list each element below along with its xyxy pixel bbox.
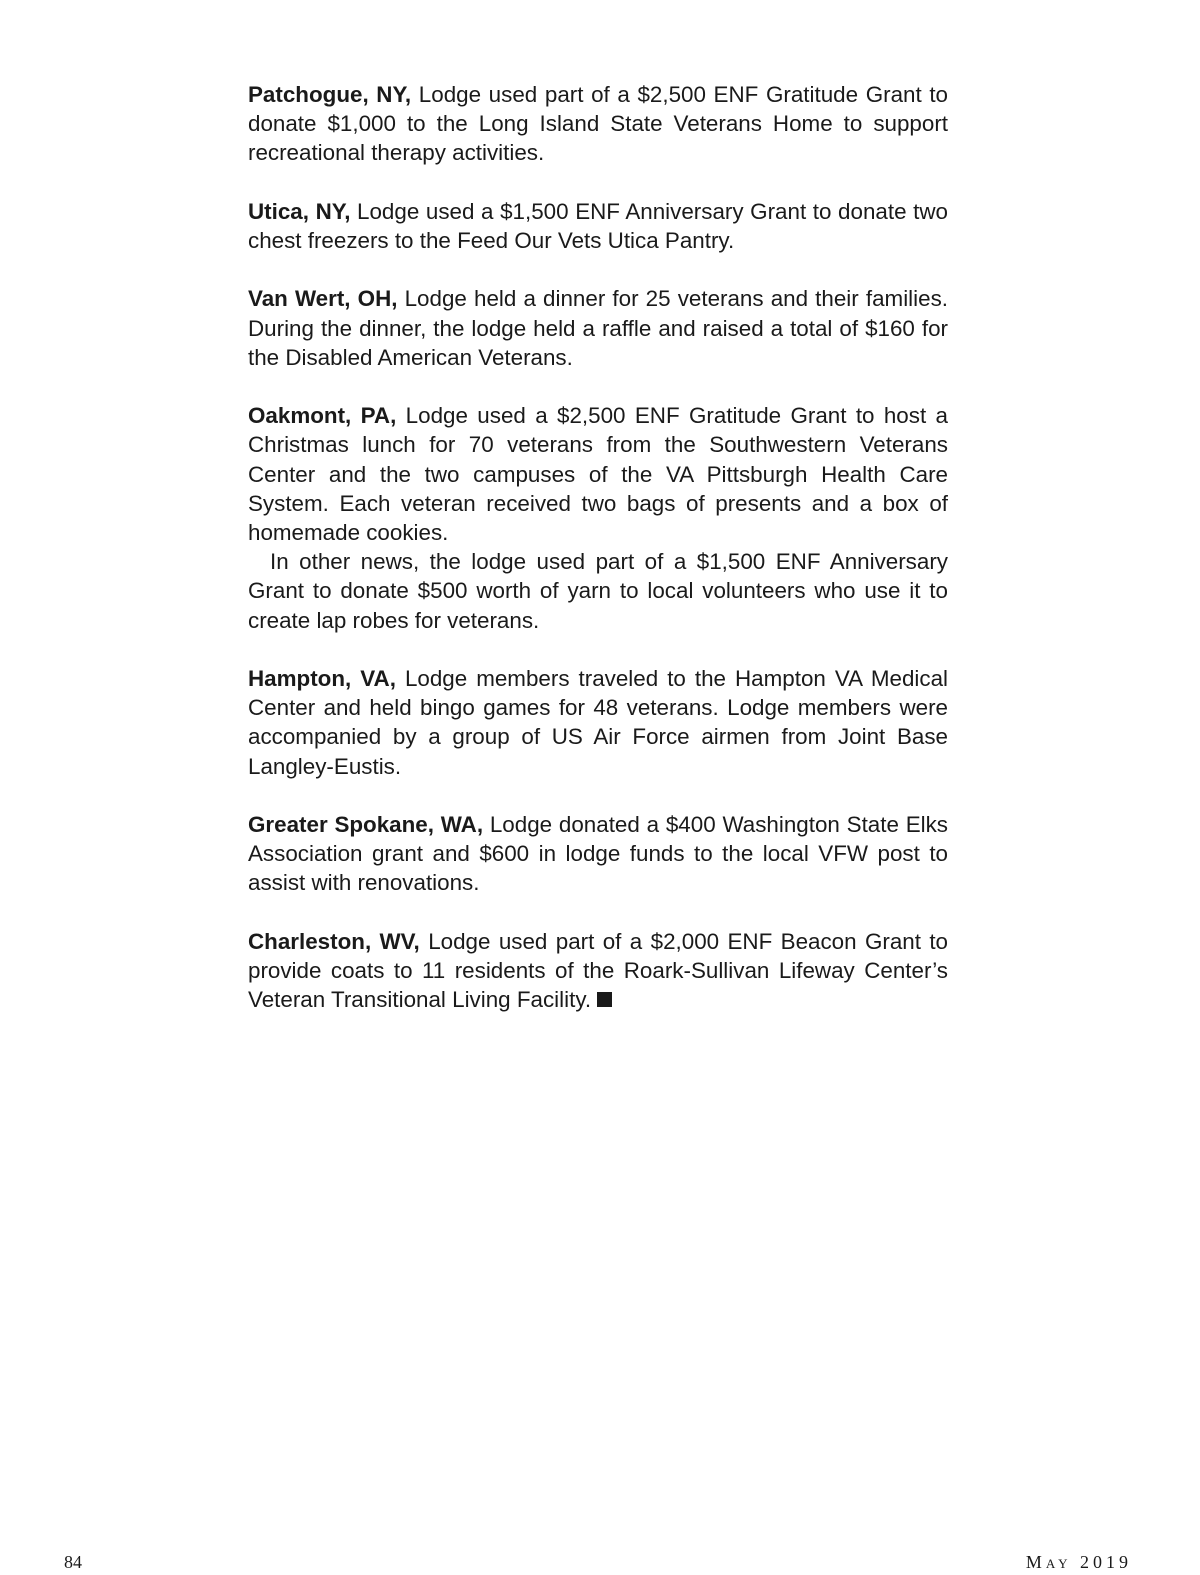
entry-lead: Patchogue, NY,: [248, 82, 412, 107]
news-entry-patchogue: [248, 80, 948, 168]
article-column: [248, 80, 948, 1044]
entry-lead: Hampton, VA,: [248, 666, 396, 691]
entry-lead: Greater Spokane, WA,: [248, 812, 484, 837]
news-entry-charleston: [248, 927, 948, 1015]
entry-paragraph: [248, 810, 948, 898]
entry-text: Lodge used a $1,500 ENF Anniversary Grant to donate two chest freezers to the Feed Our Vets Utica Pantry.: [248, 198, 948, 253]
page-number: 84: [64, 1552, 82, 1572]
entry-text: Lodge members traveled to the Hampton VA Medical Center and held bingo games for 48 veterans. Lodge members were accompanied by a group of US Air Force airmen from Joint Base Langley-Eustis.: [248, 666, 948, 779]
news-entry-utica: [248, 197, 948, 255]
entry-text: Lodge used part of a $2,500 ENF Gratitude Grant to donate $1,000 to the Long Island State Veterans Home to support recreational therapy activities.: [248, 82, 948, 166]
entry-paragraph-continued: [248, 547, 948, 635]
entry-lead: Oakmont, PA,: [248, 403, 397, 429]
entry-lead: Van Wert, OH,: [248, 286, 398, 312]
news-entry-van-wert: [248, 284, 948, 372]
entry-paragraph: [248, 401, 948, 547]
entry-paragraph: [248, 927, 948, 1015]
entry-lead: Utica, NY,: [248, 198, 351, 224]
news-entry-oakmont: [248, 401, 948, 635]
entry-paragraph: [248, 284, 948, 372]
entry-text: Lodge held a dinner for 25 veterans and their families. During the dinner, the lodge held a raffle and raised a total of $160 for the Disabled American Veterans.: [248, 286, 948, 370]
issue-date: May 2019: [1025, 1552, 1132, 1572]
entry-paragraph: [248, 80, 948, 168]
entry-text: Lodge donated a $400 Washington State Elks Association grant and $600 in lodge funds to the local VFW post to assist with renovations.: [248, 812, 949, 896]
entry-lead: Charleston, WV,: [248, 928, 420, 954]
end-of-article-square-icon: [597, 992, 612, 1007]
entry-paragraph: [248, 664, 948, 781]
entry-paragraph: [248, 197, 948, 255]
news-entry-greater-spokane: [248, 810, 948, 898]
news-entry-hampton: [248, 664, 948, 781]
entry-text: Lodge used part of a $2,000 ENF Beacon Grant to provide coats to 11 residents of the Roark-Sullivan Lifeway Center’s Veteran Transitional Living Facility.: [248, 928, 949, 1013]
entry-text: Lodge used a $2,500 ENF Gratitude Grant to host a Christmas lunch for 70 veterans from the Southwestern Veterans Center and the two campuses of the VA Pittsburgh Health Care System. Each veteran received two bags of presents and a box of homemade cookies.: [248, 403, 948, 545]
entry-text: In other news, the lodge used part of a $1,500 ENF Anniversary Grant to donate $500 worth of yarn to local volunteers who use it to create lap robes for veterans.: [248, 549, 948, 633]
